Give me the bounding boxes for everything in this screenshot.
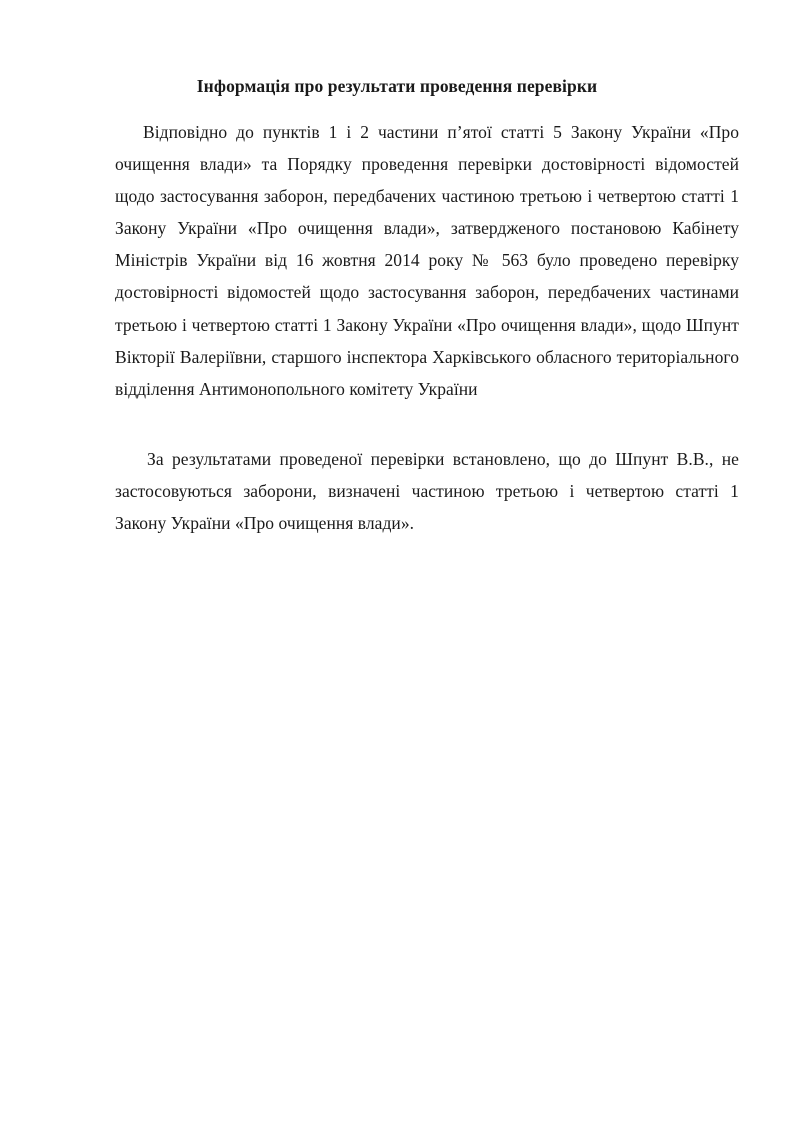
- verification-basis-paragraph: Відповідно до пунктів 1 і 2 частини п’ятої статті 5 Закону України «Про очищення влади» та Порядку проведення перевірки достовірності відомостей щодо застосування заборон, передбачених частиною третьою і четвертою статті 1 Закону України «Про очищення влади», затвердженого постановою Кабінету Міністрів України від 16 жовтня 2014 року № 563 було проведено перевірку достовірності відомостей щодо застосування заборон, передбачених частинами третьою і четвертою статті 1 Закону України «Про очищення влади», щодо Шпунт Вікторії Валеріївни, старшого інспектора Харківського обласного територіального відділення Антимонопольного комітету України: [115, 122, 739, 399]
- document-title: Інформація про результати проведення перевірки: [196, 76, 598, 96]
- verification-result-paragraph: За результатами проведеної перевірки встановлено, що до Шпунт В.В., не застосовуються заборони, визначені частиною третьою і четвертою статті 1 Закону України «Про очищення влади».: [115, 449, 739, 534]
